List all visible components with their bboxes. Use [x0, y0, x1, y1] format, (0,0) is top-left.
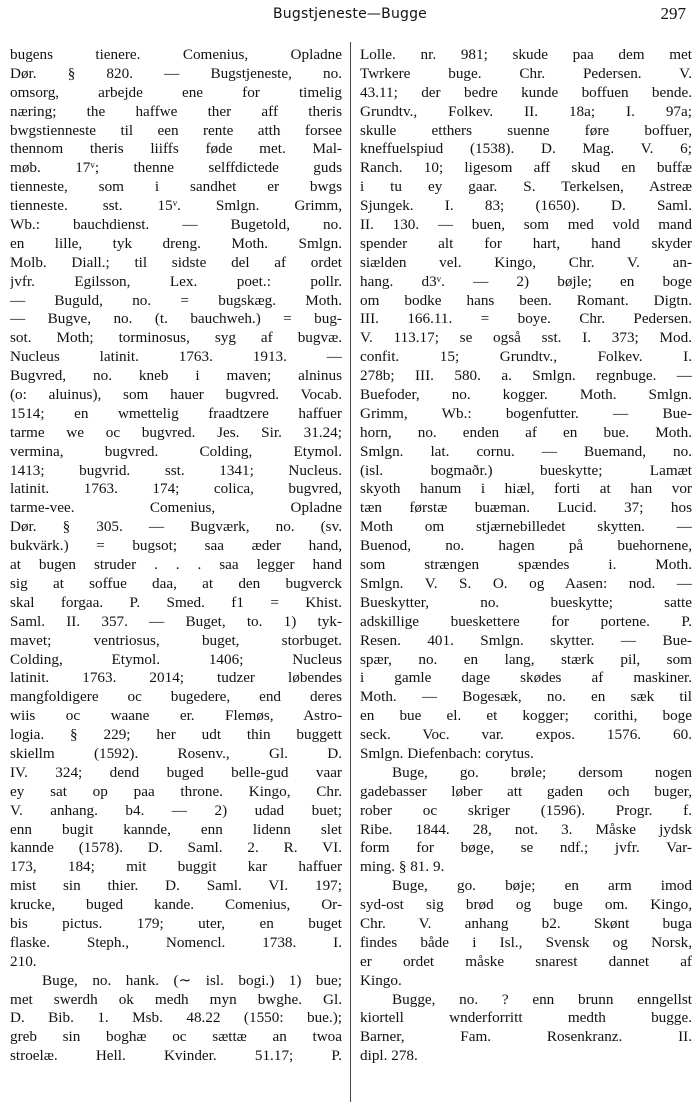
- text-line: næring; the haffwe ther aff theris: [10, 102, 342, 120]
- text-line: confit. 15; Grundtv., Folkev. I.: [360, 348, 692, 366]
- running-head: Bugstjeneste—Bugge: [273, 6, 427, 22]
- text-line: latinit. 1763. 174; colica, bugvred,: [10, 480, 342, 498]
- text-line: Nucleus latinit. 1763. 1913. —: [10, 348, 342, 366]
- text-line: wiis oc waane er. Flemøs, Astro-: [10, 707, 342, 725]
- text-line: skulle etthers suenne føre boffuer,: [360, 121, 692, 139]
- text-line: Saml. II. 357. — Buget, to. 1) tyk-: [10, 612, 342, 630]
- text-line: 210.: [10, 952, 37, 970]
- text-line: Buge, go. brøle; dersom nogen: [392, 763, 692, 781]
- text-line: bugens tienere. Comenius, Opladne: [10, 46, 342, 63]
- text-line: 278b; III. 580. a. Smlgn. regnbuge. —: [360, 367, 692, 385]
- text-line: 1413; bugvrid. sst. 1341; Nucleus.: [10, 461, 342, 479]
- text-line: thennom theris liiffs føde met. Mal-: [10, 140, 342, 158]
- text-line: ey sat op paa throne. Kingo, Chr.: [10, 782, 342, 800]
- text-line: skiellm (1592). Rosenv., Gl. D.: [10, 744, 342, 762]
- text-line: Bueskytter, no. bueskytte; satte: [360, 593, 692, 611]
- text-line: skyoth hanum i hiæl, forti at han vor: [360, 480, 692, 498]
- text-line: tarme-vee. Comenius, Opladne: [10, 499, 342, 517]
- text-line: III. 166.11. = boye. Chr. Pedersen.: [360, 310, 692, 328]
- text-line: Sjungek. I. 83; (1650). D. Saml.: [360, 197, 692, 215]
- text-line: bwgstienneste til een rente atth forsee: [10, 121, 342, 139]
- left-column: [10, 46, 342, 1102]
- text-line: vermina, bugvred. Colding, Etymol.: [10, 442, 342, 460]
- text-line: Buenod, no. hagen på buehornene,: [360, 537, 692, 555]
- text-line: en lille, tyk dreng. Moth. Smlgn.: [10, 234, 342, 252]
- text-line: bis pictus. 179; uter, en buget: [10, 914, 342, 932]
- text-line: II. 130. — buen, som med vold mand: [360, 216, 692, 234]
- text-line: Molb. Diall.; til sidste del af ordet: [10, 253, 342, 271]
- text-line: kannde (1578). D. Saml. 2. R. VI.: [10, 839, 342, 857]
- text-line: ming. § 81. 9.: [360, 858, 445, 876]
- text-line: Dør. § 305. — Bugværk, no. (sv.: [10, 518, 342, 536]
- text-line: møb. 17ᵛ; thenne selffdictede guds: [10, 159, 342, 177]
- text-line: Lolle. nr. 981; skude paa dem met: [360, 46, 692, 63]
- text-line: sig at soffue daa, at den bugverck: [10, 574, 342, 592]
- text-line: Colding, Etymol. 1406; Nucleus: [10, 650, 342, 668]
- text-line: mavet; ventriosus, buget, storbuget.: [10, 631, 342, 649]
- text-line: Buge, no. hank. (∼ isl. bogi.) 1) bue;: [42, 971, 342, 989]
- text-line: findes både i Isl., Svensk og Norsk,: [360, 933, 692, 951]
- text-line: Smlgn. lat. cornu. — Buemand, no.: [360, 442, 692, 460]
- text-line: Smlgn. V. S. O. og Aasen: nod. —: [360, 574, 692, 592]
- text-line: tienneste. sst. 15ᵛ. Smlgn. Grimm,: [10, 197, 342, 215]
- text-line: Ranch. 10; ligesom aff skud en buffæ: [360, 159, 692, 177]
- text-line: sot. Moth; torminosus, syg af bugvæ.: [10, 329, 342, 347]
- text-line: form for bøge, se ndf.; jvfr. Var-: [360, 839, 692, 857]
- text-line: seck. Voc. var. expos. 1576. 60.: [360, 726, 692, 744]
- text-line: skal forgaa. P. Smed. f1 = Khist.: [10, 593, 342, 611]
- text-line: Buefoder, no. kogger. Moth. Smlgn.: [360, 386, 692, 404]
- text-line: at bugen struder . . . saa legger hand: [10, 556, 342, 574]
- text-line: greb sin boghæ oc sættæ an twoa: [10, 1028, 342, 1046]
- text-line: en bue el. et kogger; corithi, boge: [360, 707, 692, 725]
- text-line: Moth om stjærnebilledet skytten. —: [360, 518, 692, 536]
- text-line: Twrkere buge. Chr. Pedersen. V.: [360, 64, 692, 82]
- text-line: tæn førstæ buæman. Lucid. 37; hos: [360, 499, 692, 517]
- text-line: Ribe. 1844. 28, not. 3. Måske jydsk: [360, 820, 692, 838]
- right-column: [360, 46, 692, 1102]
- text-line: gadebasser løber att gaden och buger,: [360, 782, 692, 800]
- text-line: latinit. 1763. 2014; tudzer løbendes: [10, 669, 342, 687]
- text-line: dipl. 278.: [360, 1047, 418, 1065]
- text-line: Moth. — Bogesæk, no. en sæk til: [360, 688, 692, 706]
- text-line: spær, no. en lang, stærk pil, som: [360, 650, 692, 668]
- text-line: i tu ey gaar. S. Terkelsen, Astreæ: [360, 178, 692, 196]
- text-line: kneffuelspiud (1538). D. Mag. V. 6;: [360, 140, 692, 158]
- text-line: D. Bib. 1. Msb. 48.22 (1550: bue.);: [10, 1009, 342, 1027]
- text-line: enn bugit kannde, enn lidenn slet: [10, 820, 342, 838]
- text-line: mangfoldigere oc bugedere, end deres: [10, 688, 342, 706]
- text-line: 1514; en wmettelig fraadtzere haffuer: [10, 404, 342, 422]
- text-line: tarme we oc bugvred. Jes. Sir. 31.24;: [10, 423, 342, 441]
- text-line: stroelæ. Hell. Kvinder. 51.17; P.: [10, 1047, 342, 1065]
- text-line: omsorg, arbejde ene for timelig: [10, 83, 342, 101]
- text-line: (o: aluinus), som hauer bugvred. Vocab.: [10, 386, 342, 404]
- page-number: 297: [660, 4, 686, 23]
- text-line: rober oc skriger (1596). Progr. f.: [360, 801, 692, 819]
- page-header: [0, 4, 700, 28]
- text-line: Grimm, Wb.: bogenfutter. — Bue-: [360, 404, 692, 422]
- text-line: Chr. V. anhang b2. Skønt buga: [360, 914, 692, 932]
- text-line: Resen. 401. Smlgn. skytter. — Bue-: [360, 631, 692, 649]
- text-line: krucke, buged kande. Comenius, Or-: [10, 896, 342, 914]
- text-line: IV. 324; dend buged belle-gud vaar: [10, 763, 342, 781]
- text-line: mist sin thier. D. Saml. VI. 197;: [10, 877, 342, 895]
- text-line: spender alt for hart, hand skyder: [360, 234, 692, 252]
- text-line: met swerdh ok medh myn bwghe. Gl.: [10, 990, 342, 1008]
- text-line: Bugvred, no. kneb i maven; alninus: [10, 367, 342, 385]
- text-line: Buge, go. bøje; en arm imod: [392, 877, 692, 895]
- column-divider: [350, 42, 351, 1102]
- text-line: er ordet måske snarest dannet af: [360, 952, 692, 970]
- text-line: — Buguld, no. = bugskæg. Moth.: [10, 291, 342, 309]
- text-line: flaske. Steph., Nomencl. 1738. I.: [10, 933, 342, 951]
- text-line: tienneste, som i sandhet er bwgs: [10, 178, 342, 196]
- text-line: Wb.: bauchdienst. — Bugetold, no.: [10, 216, 342, 234]
- text-line: syd-ost sig brød og buge om. Kingo,: [360, 896, 692, 914]
- text-line: 173, 184; mit buggit kar haffuer: [10, 858, 342, 876]
- text-line: V. 113.17; se også sst. I. 373; Mod.: [360, 329, 692, 347]
- text-line: Dør. § 820. — Bugstjeneste, no.: [10, 64, 342, 82]
- text-line: Smlgn. Diefenbach: corytus.: [360, 744, 534, 762]
- text-line: Barner, Fam. Rosenkranz. II.: [360, 1028, 692, 1046]
- text-line: jvfr. Egilsson, Lex. poet.: pollr.: [10, 272, 342, 290]
- text-line: Bugge, no. ? enn brunn enngellst: [392, 990, 692, 1008]
- text-line: — Bugve, no. (t. bauchweh.) = bug-: [10, 310, 342, 328]
- text-line: om bodke hans been. Romant. Digtn.: [360, 291, 692, 309]
- text-line: adskillige bueskettere for portene. P.: [360, 612, 692, 630]
- text-line: logia. § 229; her udt thin buggett: [10, 726, 342, 744]
- text-line: hang. d3ᵛ. — 2) bøjle; en boge: [360, 272, 692, 290]
- text-line: 43.11; der bedre kunde boffuen bende.: [360, 83, 692, 101]
- text-line: kiortell wnderforritt medth bugge.: [360, 1009, 692, 1027]
- text-line: (isl. bogmaðr.) bueskytte; Lamæt: [360, 461, 692, 479]
- text-line: siælden vel. Kingo, Chr. V. an-: [360, 253, 692, 271]
- text-line: Grundtv., Folkev. II. 18a; I. 97a;: [360, 102, 692, 120]
- text-line: horn, no. enden af en bue. Moth.: [360, 423, 692, 441]
- text-line: Kingo.: [360, 971, 402, 989]
- text-line: V. anhang. b4. — 2) udad buet;: [10, 801, 342, 819]
- text-line: som strængen spændes i. Moth.: [360, 556, 692, 574]
- text-line: bukvärk.) = bugsot; saa æder hand,: [10, 537, 342, 555]
- text-line: i gamle dage skødes af maskiner.: [360, 669, 692, 687]
